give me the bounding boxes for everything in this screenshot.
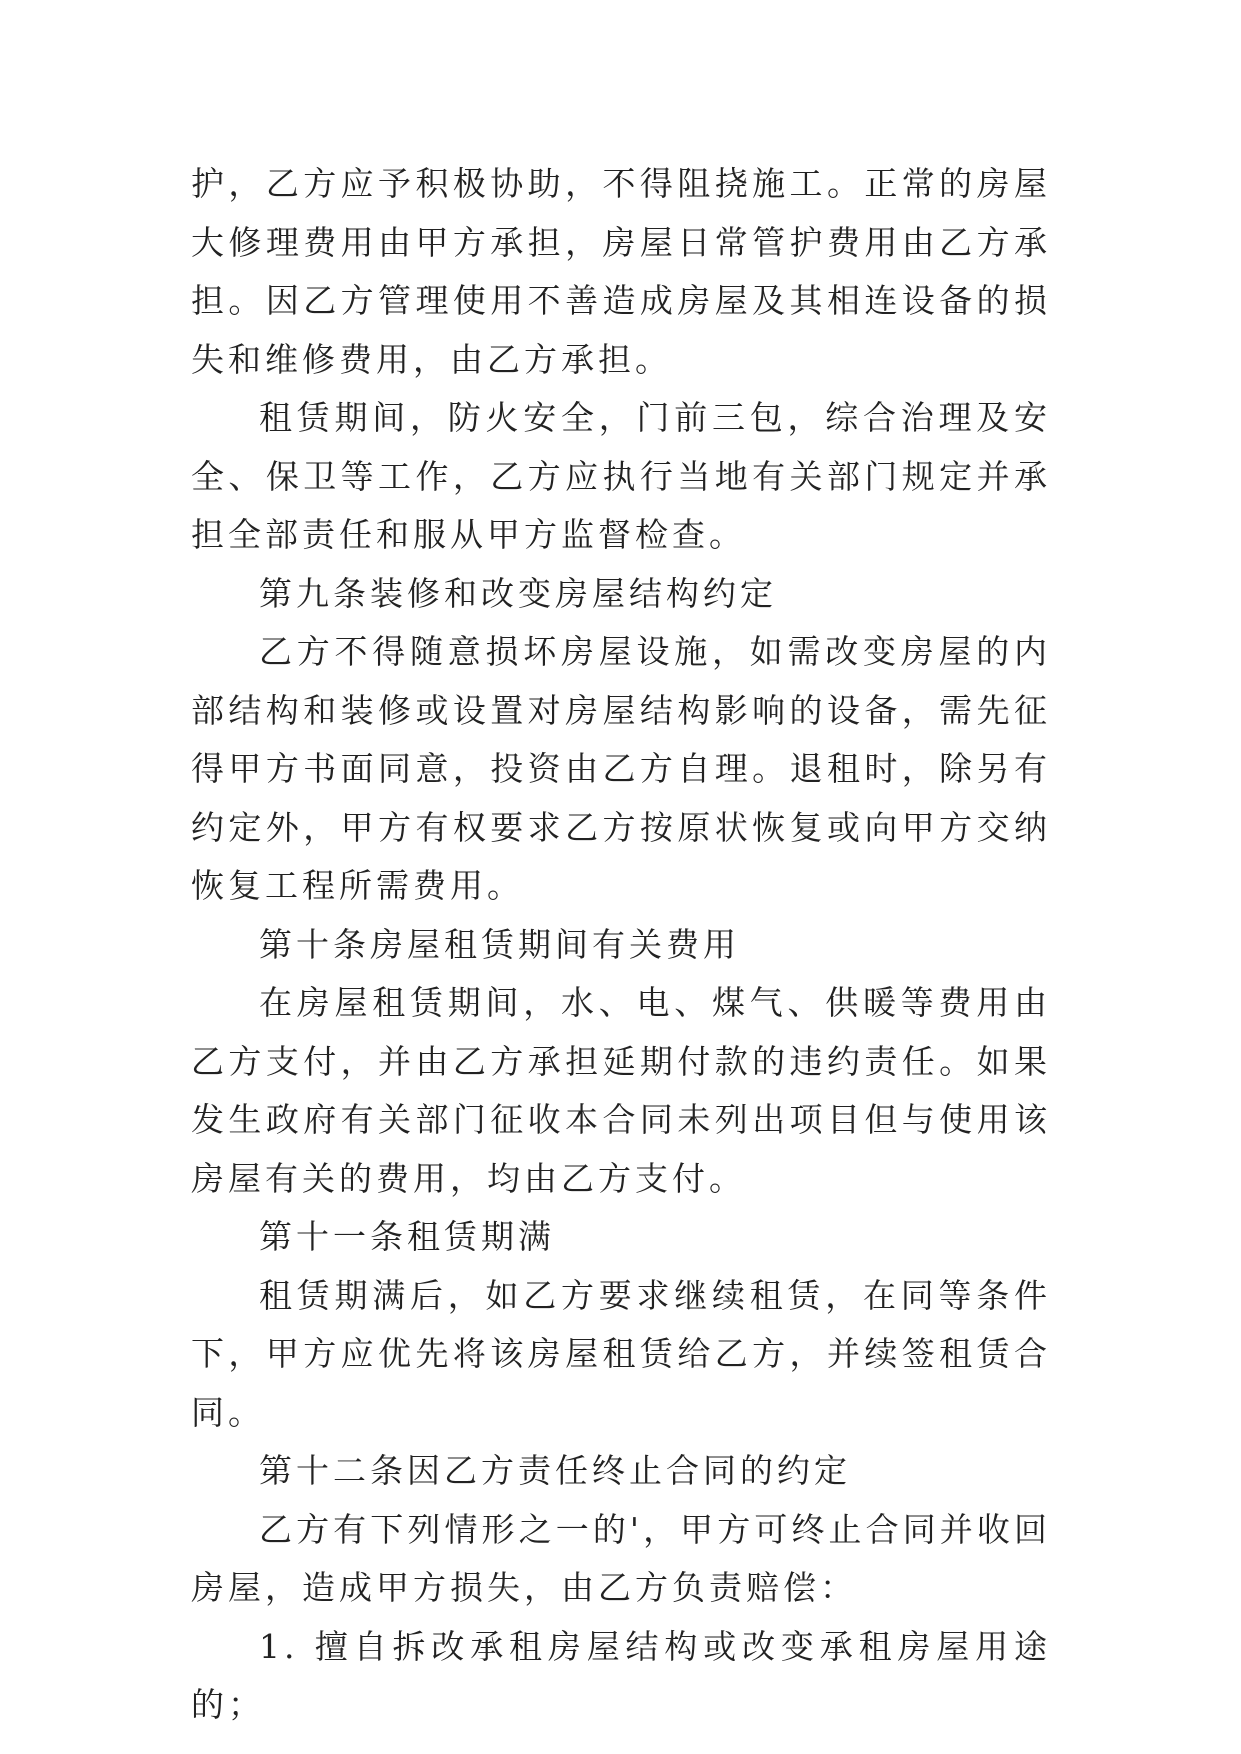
article-10-heading: 第十条房屋租赁期间有关费用 — [259, 924, 740, 964]
paragraph-termination: 乙方有下列情形之一的'，甲方可终止合同并收回房屋，造成甲方损失，由乙方负责赔偿： — [191, 1509, 1051, 1607]
paragraph-fire-safety: 租赁期间，防火安全，门前三包，综合治理及安全、保卫等工作，乙方应执行当地有关部门规定并承担全部责任和服从甲方监督检查。 — [191, 398, 1051, 554]
paragraph-continuation: 护，乙方应予积极协助，不得阻挠施工。正常的房屋大修理费用由甲方承担，房屋日常管护费用由乙方承担。因乙方管理使用不善造成房屋及其相连设备的损失和维修费用，由乙方承担。 — [191, 164, 1051, 379]
article-9-heading: 第九条装修和改变房屋结构约定 — [259, 573, 777, 613]
paragraph-renovation: 乙方不得随意损坏房屋设施，如需改变房屋的内部结构和装修或设置对房屋结构影响的设备，需先征得甲方书面同意，投资由乙方自理。退租时，除另有约定外，甲方有权要求乙方按原状恢复或向甲方交纳恢复工程所需费用。 — [191, 632, 1051, 905]
paragraph-lease-expiry: 租赁期满后，如乙方要求继续租赁，在同等条件下，甲方应优先将该房屋租赁给乙方，并续签租赁合同。 — [191, 1275, 1051, 1432]
list-item-1: 1. 擅自拆改承租房屋结构或改变承租房屋用途的； — [191, 1626, 1051, 1724]
article-12-heading: 第十二条因乙方责任终止合同的约定 — [259, 1451, 851, 1490]
paragraph-fees: 在房屋租赁期间，水、电、煤气、供暖等费用由乙方支付，并由乙方承担延期付款的违约责任。如果发生政府有关部门征收本合同未列出项目但与使用该房屋有关的费用，均由乙方支付。 — [191, 983, 1051, 1198]
document-body — [191, 155, 1051, 1735]
article-11-heading: 第十一条租赁期满 — [259, 1217, 555, 1256]
